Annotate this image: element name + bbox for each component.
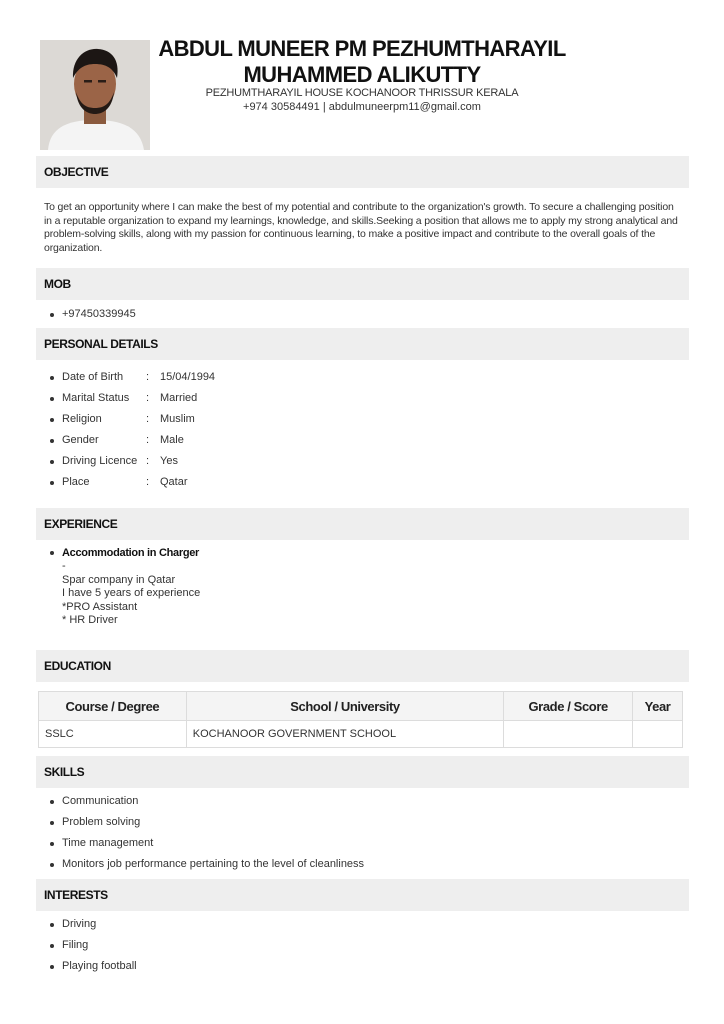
detail-value: Qatar <box>160 476 188 488</box>
column-header-school: School / University <box>186 692 503 721</box>
job-title: Accommodation in Charger <box>44 546 664 560</box>
contact-line: +974 30584491 | abdulmuneerpm11@gmail.com <box>243 101 481 113</box>
detail-key: Place <box>62 476 90 488</box>
cell-year <box>633 721 683 748</box>
detail-value: Male <box>160 434 184 446</box>
detail-separator: : <box>146 371 150 383</box>
name-line-2: MUHAMMED ALIKUTTY <box>243 62 481 87</box>
list-item: +97450339945 <box>44 308 136 329</box>
cell-grade <box>504 721 633 748</box>
section-header-education: EDUCATION <box>36 650 689 682</box>
detail-value: 15/04/1994 <box>160 371 216 383</box>
education-table <box>38 691 683 748</box>
detail-separator: : <box>146 392 150 404</box>
mob-list <box>44 308 136 329</box>
section-header-objective: OBJECTIVE <box>36 156 689 188</box>
detail-value: Muslim <box>160 413 195 425</box>
table-row <box>39 721 683 748</box>
list-item <box>44 476 215 497</box>
column-header-course: Course / Degree <box>39 692 187 721</box>
personal-details-list <box>44 371 215 497</box>
list-item: Filing <box>44 939 137 960</box>
detail-key: Date of Birth <box>62 371 124 383</box>
objective-text: To get an opportunity where I can make the best of my potential and contribute to the organization's growth. To secure a challenging position in a reputable organization to expand my learnings, knowledge, and skills.Seeking a position that allows me to apply my strong analytical and problem-solving skills, along with my passion for continuous learning, to make a positive impact and contribute to the overall goals of the organization. <box>44 201 678 255</box>
detail-key: Gender <box>62 434 99 446</box>
experience-entry <box>44 546 664 628</box>
list-item: Problem solving <box>44 816 364 837</box>
list-item <box>44 413 215 434</box>
list-item: Monitors job performance pertaining to the level of cleanliness <box>44 858 364 879</box>
profile-photo <box>40 40 150 150</box>
detail-key: Religion <box>62 413 102 425</box>
section-header-experience: EXPERIENCE <box>36 508 689 540</box>
detail-separator: : <box>146 434 150 446</box>
interests-list <box>44 918 137 981</box>
detail-key: Driving Licence <box>62 455 138 467</box>
list-item: Time management <box>44 837 364 858</box>
detail-separator: : <box>146 455 150 467</box>
cell-school: KOCHANOOR GOVERNMENT SCHOOL <box>186 721 503 748</box>
job-dash: - <box>62 560 66 572</box>
table-header-row <box>39 692 683 721</box>
name-line-1: ABDUL MUNEER PM PEZHUMTHARAYIL <box>158 36 566 61</box>
section-header-interests: INTERESTS <box>36 879 689 911</box>
column-header-year: Year <box>633 692 683 721</box>
list-item <box>44 455 215 476</box>
list-item: Playing football <box>44 960 137 981</box>
detail-separator: : <box>146 413 150 425</box>
detail-value: Yes <box>160 455 178 467</box>
candidate-name <box>150 36 574 88</box>
column-header-grade: Grade / Score <box>504 692 633 721</box>
section-header-skills: SKILLS <box>36 756 689 788</box>
section-header-personal-details: PERSONAL DETAILS <box>36 328 689 360</box>
detail-key: Marital Status <box>62 392 130 404</box>
list-item <box>44 371 215 392</box>
list-item <box>44 392 215 413</box>
list-item: Communication <box>44 795 364 816</box>
address: PEZHUMTHARAYIL HOUSE KOCHANOOR THRISSUR KERALA <box>205 87 519 99</box>
skills-list <box>44 795 364 879</box>
cell-course: SSLC <box>39 721 187 748</box>
list-item: Driving <box>44 918 137 939</box>
detail-value: Married <box>160 392 198 404</box>
list-item <box>44 434 215 455</box>
detail-separator: : <box>146 476 150 488</box>
section-header-mob: MOB <box>36 268 689 300</box>
job-details: Spar company in Qatar I have 5 years of experience *PRO Assistant * HR Driver <box>62 573 201 626</box>
